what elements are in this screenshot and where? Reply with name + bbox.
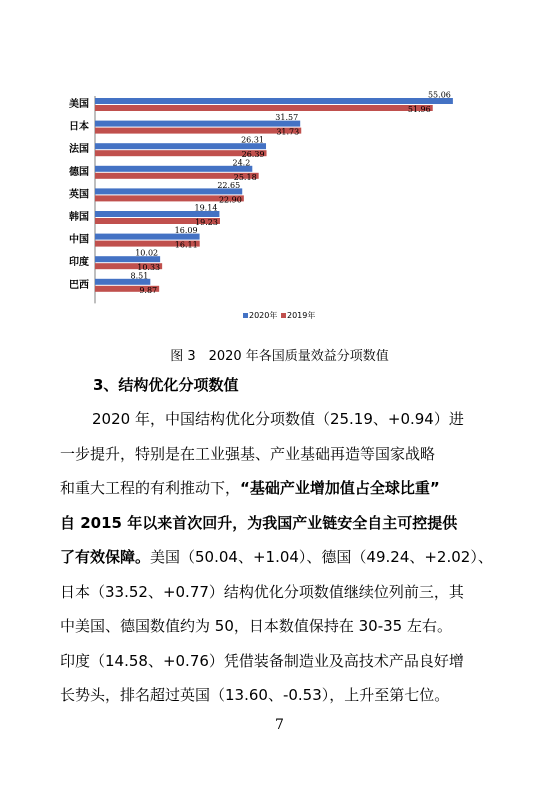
page-number: 7 bbox=[275, 717, 284, 733]
data-label: 8.51 bbox=[130, 271, 149, 281]
body-paragraph bbox=[60, 402, 500, 713]
legend-label: 2019年 bbox=[287, 311, 316, 320]
data-label: 16.11 bbox=[174, 240, 198, 250]
data-label: 22.90 bbox=[218, 195, 242, 205]
category-label: 巴西 bbox=[69, 279, 89, 291]
data-label: 31.57 bbox=[275, 113, 299, 123]
bar bbox=[95, 98, 453, 104]
bar-chart bbox=[0, 0, 559, 340]
paragraph-line: 一步提升，特别是在工业强基、产业基础再造等国家战略 bbox=[60, 444, 436, 463]
paragraph-line bbox=[60, 540, 500, 575]
category-label: 印度 bbox=[69, 257, 89, 269]
data-label: 55.06 bbox=[427, 90, 451, 100]
data-label: 26.31 bbox=[241, 135, 265, 145]
bar bbox=[95, 121, 300, 127]
data-label: 26.39 bbox=[241, 150, 265, 160]
data-label: 19.14 bbox=[194, 203, 218, 213]
category-label: 英国 bbox=[69, 189, 89, 201]
legend-swatch bbox=[281, 313, 286, 318]
data-label: 25.18 bbox=[233, 172, 257, 182]
legend bbox=[243, 310, 315, 320]
category-label: 美国 bbox=[69, 99, 89, 110]
category-label: 中国 bbox=[69, 234, 89, 246]
category-label: 日本 bbox=[69, 121, 89, 133]
legend-swatch bbox=[243, 313, 248, 318]
paragraph-line bbox=[60, 471, 500, 506]
paragraph-line: 长势头，排名超过英国（13.60、-0.53），上升至第七位。 bbox=[60, 686, 450, 704]
section-heading: 3、结构优化分项数值 bbox=[93, 376, 239, 394]
paragraph-line: 中美国、德国数值约为 50，日本数值保持在 30-35 左右。 bbox=[60, 617, 452, 635]
figure-caption: 图 3 2020 年各国质量效益分项数值 bbox=[170, 349, 389, 364]
category-label: 韩国 bbox=[69, 212, 89, 223]
category-label: 德国 bbox=[69, 166, 89, 178]
category-label: 法国 bbox=[69, 144, 89, 156]
data-label: 51.96 bbox=[407, 105, 431, 114]
paragraph-text: 美国（50.04、+1.04）、德国（49.24、+2.02）、 bbox=[150, 548, 493, 566]
paragraph-line: 2020 年，中国结构优化分项数值（25.19、+0.94）进 bbox=[92, 410, 464, 428]
paragraph-line: 日本（33.52、+0.77）结构优化分项数值继续位列前三，其 bbox=[60, 582, 464, 601]
data-label: 10.33 bbox=[137, 263, 161, 273]
bar bbox=[95, 105, 433, 111]
data-label: 9.87 bbox=[139, 285, 158, 295]
paragraph-line: 自 2015 年以来首次回升，为我国产业链安全自主可控提供 bbox=[60, 513, 458, 532]
data-label: 16.09 bbox=[174, 226, 198, 236]
bar bbox=[95, 166, 252, 172]
data-label: 24.2 bbox=[232, 158, 251, 168]
data-label: 10.02 bbox=[135, 248, 159, 258]
data-label: 22.65 bbox=[217, 180, 241, 190]
data-label: 19.23 bbox=[195, 218, 218, 227]
legend-label: 2020年 bbox=[249, 311, 278, 320]
paragraph-bold-text: “基础产业增加值占全球比重” bbox=[240, 479, 440, 497]
data-label: 31.73 bbox=[276, 127, 300, 137]
paragraph-bold-text: 了有效保障。 bbox=[60, 548, 151, 566]
bar bbox=[95, 128, 301, 134]
paragraph-text: 和重大工程的有利推动下， bbox=[60, 479, 241, 497]
paragraph-line: 印度（14.58、+0.76）凭借装备制造业及高技术产品良好增 bbox=[60, 651, 464, 670]
